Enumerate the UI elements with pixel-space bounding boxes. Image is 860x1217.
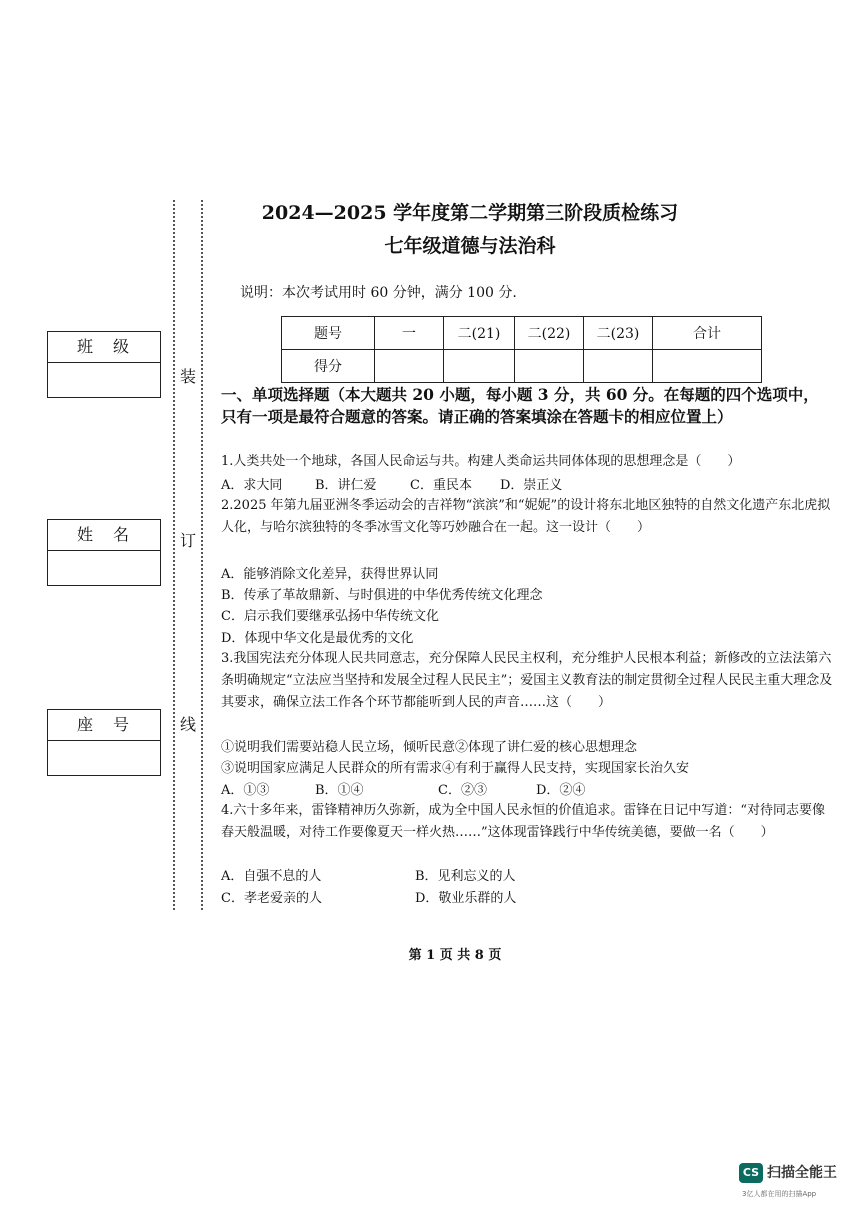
question-4-option-a: A．自强不息的人 [221,869,322,884]
seat-field-label: 座 号 [48,710,160,741]
class-field-label: 班 级 [48,332,160,363]
binding-dotted-line [201,200,203,910]
question-2-option-c: C．启示我们要继承弘扬中华传统文化 [221,609,439,624]
question-4-stem: 4.六十多年来，雷锋精神历久弥新，成为全中国人民永恒的价值追求。雷锋在日记中写道：“对待同志要像春天般温暖，对待工作要像夏天一样火热……”这体现雷锋践行中华传统美德，要做一名（ ） [221,803,826,840]
score-cell [515,350,584,383]
exam-note: 说明：本次考试用时 60 分钟，满分 100 分. [240,285,517,301]
score-table-header-row [282,317,762,350]
question-4-option-d: D．敬业乐群的人 [415,891,517,906]
question-1-stem: 1.人类共处一个地球，各国人民命运与共。构建人类命运共同体体现的思想理念是（ ） [221,454,741,469]
question-3-option-b: B．①④ [315,783,364,798]
exam-subtitle: 七年级道德与法治科 [384,235,556,257]
question-1-option-d: D．崇正义 [500,478,563,493]
camscanner-logo-icon: CS [739,1163,763,1183]
camscanner-tagline: 3亿人都在用的扫描App [742,1190,817,1198]
question-3-item-2: ③说明国家应满足人民群众的所有需求④有利于赢得人民支持，实现国家长治久安 [221,761,690,776]
score-table-score-row [282,350,762,383]
question-1-option-b: B．讲仁爱 [315,478,377,493]
score-table [281,316,762,383]
question-1-option-a: A．求大同 [221,478,283,493]
score-header-cell: 一 [375,317,444,350]
question-4-option-b: B．见利忘义的人 [415,869,516,884]
score-header-cell: 二(21) [444,317,515,350]
page-number: 第 1 页 共 8 页 [408,948,502,963]
question-1-option-c: C．重民本 [410,478,472,493]
question-4-option-c: C．孝老爱亲的人 [221,891,322,906]
binding-char-zhuang: 装 [180,367,197,386]
question-2-option-a: A．能够消除文化差异，获得世界认同 [221,567,439,582]
class-field-box [47,331,161,398]
score-cell [653,350,762,383]
section-heading: 一、单项选择题（本大题共 20 小题，每小题 3 分，共 60 分。在每题的四个选项中，只有一项是最符合题意的答案。请正确的答案填涂在答题卡的相应位置上） [221,385,819,426]
camscanner-app-name: 扫描全能王 [767,1165,837,1181]
score-header-cell: 二(22) [515,317,584,350]
question-3-item-1: ①说明我们需要站稳人民立场，倾听民意②体现了讲仁爱的核心思想理念 [221,740,638,755]
seat-field-input[interactable] [48,741,160,775]
name-field-label: 姓 名 [48,520,160,551]
question-3-stem: 3.我国宪法充分体现人民共同意志，充分保障人民民主权利，充分维护人民根本利益；新修改的立法法第六条明确规定“立法应当坚持和发展全过程人民民主”；爱国主义教育法的制定贯彻全过程人民民主重大理念及其要求，确保立法工作各个环节都能听到人民的声音……这（ ） [221,651,833,710]
question-2-option-d: D．体现中华文化是最优秀的文化 [221,631,414,646]
question-2-stem: 2.2025 年第九届亚洲冬季运动会的吉祥物“滨滨”和“妮妮”的设计将东北地区独特的自然文化遗产东北虎拟人化，与哈尔滨独特的冬季冰雪文化等巧妙融合在一起。这一设计（ ） [221,498,831,535]
binding-char-xian: 线 [180,715,197,734]
name-field-box [47,519,161,586]
name-field-input[interactable] [48,551,160,585]
score-header-cell: 题号 [282,317,375,350]
score-cell [584,350,653,383]
seat-field-box [47,709,161,776]
binding-char-ding: 订 [180,531,197,550]
question-2-option-b: B．传承了革故鼎新、与时俱进的中华优秀传统文化理念 [221,588,543,603]
score-row-label: 得分 [282,350,375,383]
class-field-input[interactable] [48,363,160,397]
question-3-option-a: A．①③ [221,783,270,798]
score-cell [375,350,444,383]
score-cell [444,350,515,383]
question-3-option-c: C．②③ [438,783,487,798]
binding-dotted-line [173,200,175,910]
score-header-cell: 合计 [653,317,762,350]
exam-title: 2024—2025 学年度第二学期第三阶段质检练习 [261,202,679,224]
score-header-cell: 二(23) [584,317,653,350]
question-3-option-d: D．②④ [536,783,586,798]
